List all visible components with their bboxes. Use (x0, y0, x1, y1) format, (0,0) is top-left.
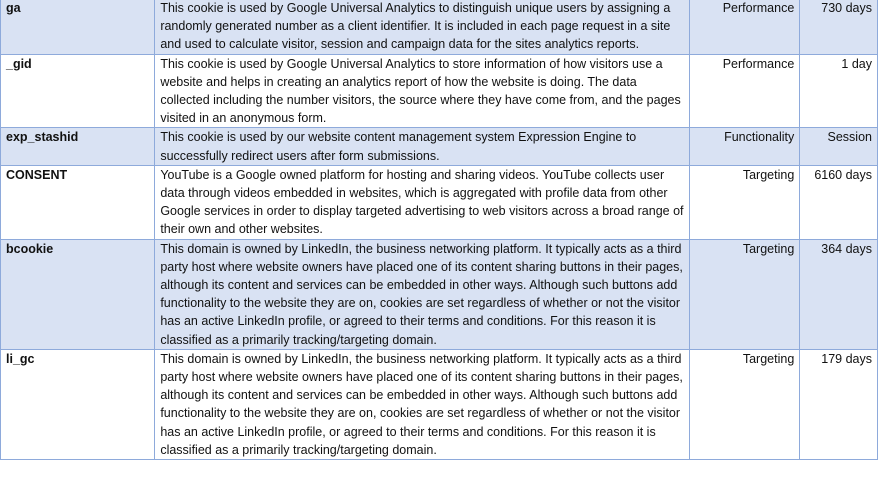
cookie-description: YouTube is a Google owned platform for hosting and sharing videos. YouTube collects user data through videos embedded in websites, which is aggregated with profile data from other Google services in order to display targeted advertising to web visitors across a broad range of their own and other websites. (155, 165, 689, 239)
cookie-description: This cookie is used by Google Universal Analytics to distinguish unique users by assigning a randomly generated number as a client identifier. It is included in each page request in a site and used to calculate visitor, session and campaign data for the sites analytics reports. (155, 0, 689, 54)
cookie-duration: Session (800, 128, 878, 165)
cookie-name: CONSENT (1, 165, 155, 239)
cookie-description: This cookie is used by our website content management system Expression Engine to successfully redirect users after form submissions. (155, 128, 689, 165)
cookie-name: _gid (1, 54, 155, 128)
cookie-description: This cookie is used by Google Universal Analytics to store information of how visitors use a website and helps in creating an analytics report of how the website is doing. The data collected including the number visitors, the source where they have come from, and the pages visited in an anonymous form. (155, 54, 689, 128)
table-row (1, 165, 878, 239)
cookie-description: This domain is owned by LinkedIn, the business networking platform. It typically acts as a third party host where website owners have placed one of its content sharing buttons in their pages, although its content and services can be embedded in other ways. Although such buttons add functionality to the website they are on, cookies are set regardless of whether or not the visitor has an active LinkedIn profile, or agreed to their terms and conditions. For this reason it is classified as a primarily tracking/targeting domain. (155, 239, 689, 349)
cookie-category: Performance (689, 0, 800, 54)
table-row (1, 0, 878, 54)
table-row (1, 349, 878, 459)
cookie-description: This domain is owned by LinkedIn, the business networking platform. It typically acts as a third party host where website owners have placed one of its content sharing buttons in their pages, although its content and services can be embedded in other ways. Although such buttons add functionality to the website they are on, cookies are set regardless of whether or not the visitor has an active LinkedIn profile, or agreed to their terms and conditions. For this reason it is classified as a primarily tracking/targeting domain. (155, 349, 689, 459)
cookie-name: li_gc (1, 349, 155, 459)
cookie-category: Targeting (689, 239, 800, 349)
cookie-duration: 730 days (800, 0, 878, 54)
cookie-duration: 179 days (800, 349, 878, 459)
table-row (1, 239, 878, 349)
cookie-duration: 1 day (800, 54, 878, 128)
cookie-category: Targeting (689, 165, 800, 239)
cookie-category: Targeting (689, 349, 800, 459)
cookie-name: exp_stashid (1, 128, 155, 165)
cookie-name: bcookie (1, 239, 155, 349)
cookie-name: ga (1, 0, 155, 54)
cookie-category: Functionality (689, 128, 800, 165)
cookie-duration: 6160 days (800, 165, 878, 239)
table-row (1, 128, 878, 165)
cookie-category: Performance (689, 54, 800, 128)
cookie-duration: 364 days (800, 239, 878, 349)
table-row (1, 54, 878, 128)
